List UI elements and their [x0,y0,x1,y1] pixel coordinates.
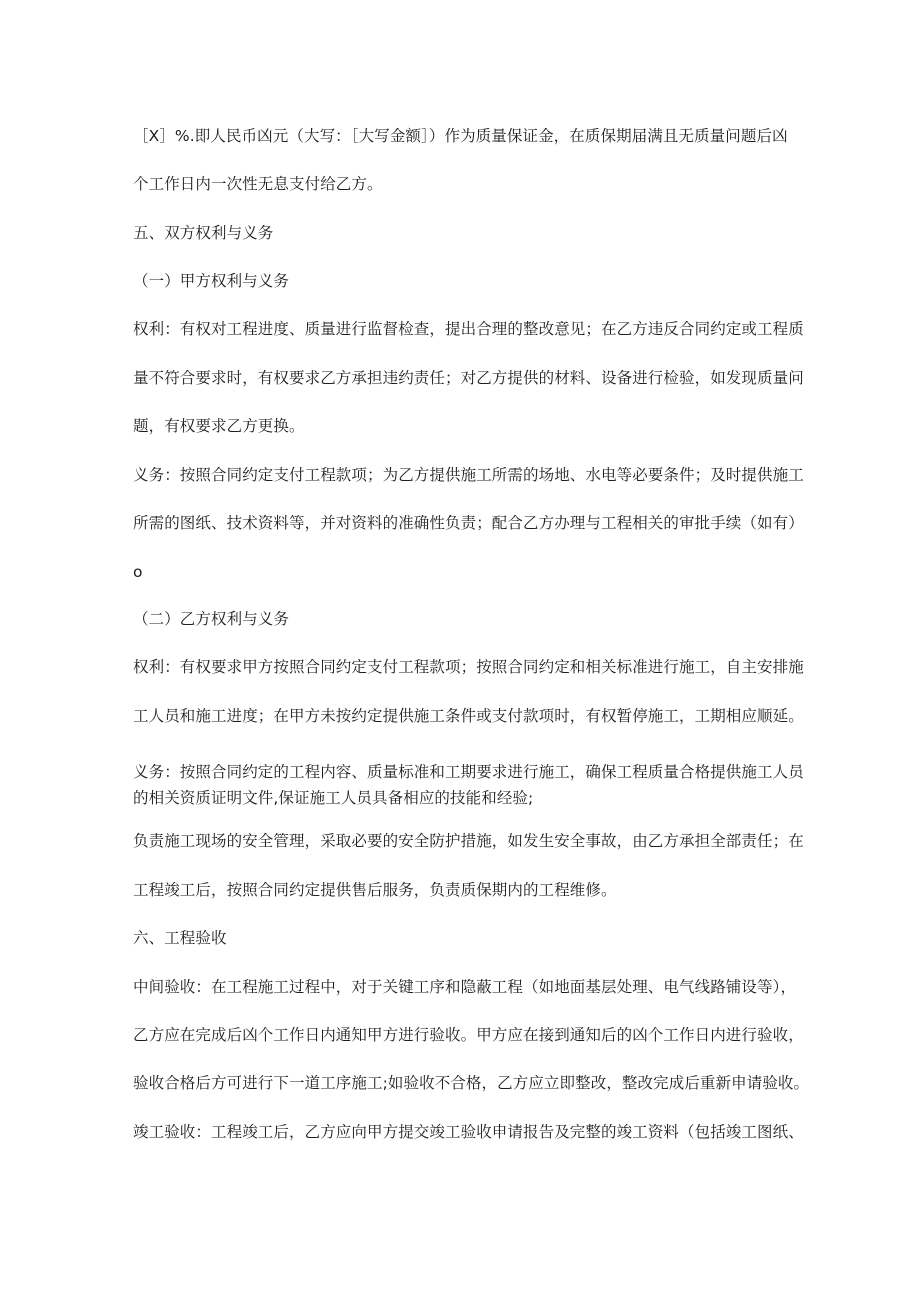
text-line: 题，有权要求乙方更换。 [133,417,305,435]
text-line: 量不符合要求时，有权要求乙方承担违约责任；对乙方提供的材料、设备进行检验，如发现质量问 [133,369,804,387]
text-line: 义务：按照合同约定支付工程款项；为乙方提供施工所需的场地、水电等必要条件；及时提供施工 [133,466,804,484]
text-line: 工人员和施工进度；在甲方未按约定提供施工条件或支付款项时，有权暂停施工，工期相应顺延。 [133,707,804,725]
text-line: 所需的图纸、技术资料等，并对资料的准确性负责；配合乙方办理与工程相关的审批手续（如有） [133,514,804,532]
text-line: 工程竣工后，按照合同约定提供售后服务，负责质保期内的工程维修。 [133,881,617,899]
section-heading: 六、工程验收 [133,929,227,947]
text-line: o [133,563,143,581]
text-line: 的相关资质证明文件,保证施工人员具备相应的技能和经验; [133,789,534,807]
text-line: 个工作日内一次性无息支付给乙方。 [133,175,383,193]
text-line: 中间验收：在工程施工过程中，对于关键工序和隐蔽工程（如地面基层处理、电气线路铺设等）， [133,978,797,996]
text-line: 乙方应在完成后凶个工作日内通知甲方进行验收。甲方应在接到通知后的凶个工作日内进行验收， [133,1026,804,1044]
text-line: 负责施工现场的安全管理，采取必要的安全防护措施，如发生安全事故，由乙方承担全部责任；在 [133,832,804,850]
subsection-heading: （二）乙方权利与义务 [133,610,290,628]
text-line: 验收合格后方可进行下一道工序施工;如验收不合格，乙方应立即整改，整改完成后重新申请验收。 [133,1074,810,1092]
section-heading: 五、双方权利与义务 [133,224,274,242]
text-line: 义务：按照合同约定的工程内容、质量标准和工期要求进行施工，确保工程质量合格提供施工人员 [133,763,804,781]
subsection-heading: （一）甲方权利与义务 [133,272,290,290]
text-line: 竣工验收：工程竣工后，乙方应向甲方提交竣工验收申请报告及完整的竣工资料（包括竣工图纸、 [133,1123,804,1141]
text-line: ［X］%.即人民币凶元（大写：［大写金额］）作为质量保证金，在质保期届满且无质量问题后凶 [133,127,788,145]
text-line: 权利：有权对工程进度、质量进行监督检查，提出合理的整改意见；在乙方违反合同约定或工程质 [133,320,804,338]
text-line: 权利：有权要求甲方按照合同约定支付工程款项；按照合同约定和相关标准进行施工，自主安排施 [133,658,804,676]
